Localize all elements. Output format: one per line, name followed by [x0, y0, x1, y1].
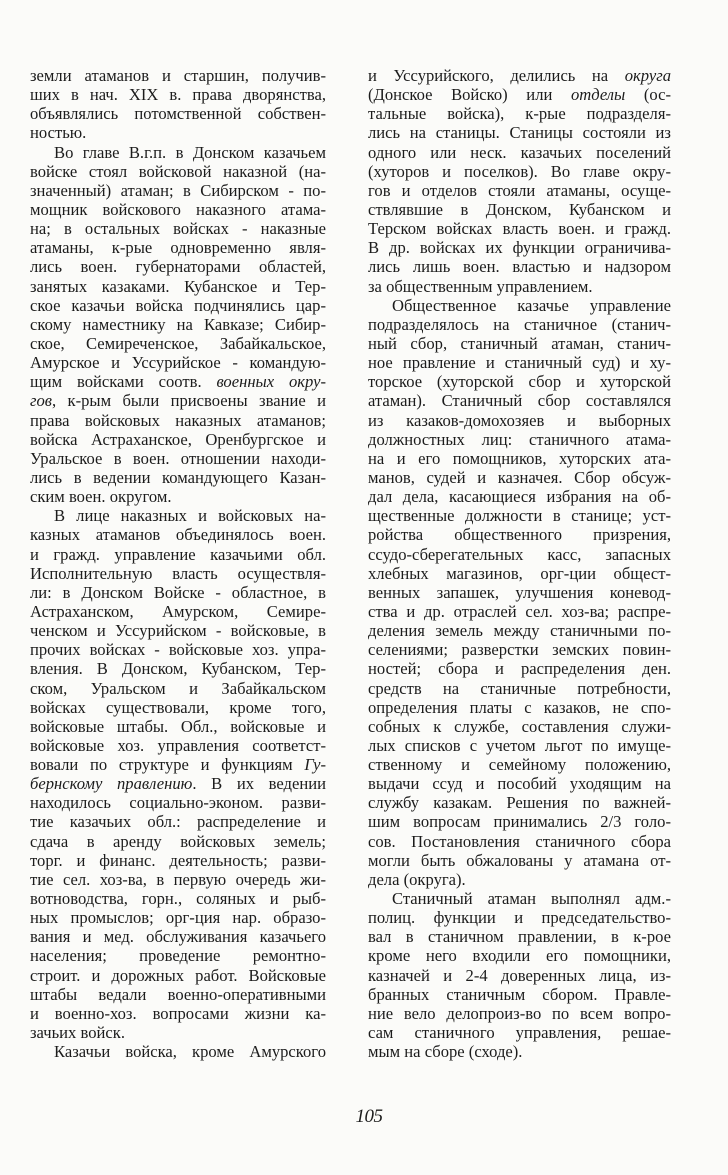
text-run: средств на станичные потребности,: [368, 678, 671, 698]
text-run: селениями; разверстки земских повин-: [368, 640, 671, 660]
text-line: [30, 430, 326, 449]
text-line: [30, 353, 326, 372]
text-run: В др. войсках их функции ограничива-: [368, 238, 671, 258]
text-run: вал в станичном правлении, в к-рое: [368, 927, 671, 947]
text-line: [368, 870, 671, 889]
text-line: [368, 679, 671, 698]
text-run: (ос-: [625, 85, 671, 105]
text-line: [30, 1023, 326, 1042]
text-line: [368, 1023, 671, 1042]
text-run: торг. и финанс. деятельность; разви-: [30, 850, 326, 870]
text-line: [368, 736, 671, 755]
text-line: [30, 66, 326, 85]
text-run: манов, судей и казначея. Сбор обсуж-: [368, 467, 671, 487]
text-line: [30, 277, 326, 296]
text-run: и гражд. управление казачьими обл.: [30, 544, 326, 564]
text-line: [368, 564, 671, 583]
text-line: [368, 755, 671, 774]
text-line: [368, 717, 671, 736]
text-run: мым на сборе (сходе).: [368, 1042, 523, 1062]
text-line: [30, 257, 326, 276]
text-run: щественные должности в станице; уст-: [368, 506, 671, 526]
text-run: права войсковых наказных атаманов;: [30, 410, 326, 430]
text-run: сов. Постановления станичного сбора: [368, 831, 671, 851]
text-line: [368, 162, 671, 181]
italic-term: гов: [30, 391, 52, 411]
text-line: [30, 181, 326, 200]
text-line: [368, 104, 671, 123]
text-line: [368, 583, 671, 602]
text-run: войсках существовали, кроме того,: [30, 697, 326, 717]
text-run: скому наместнику на Кавказе; Сибир-: [30, 314, 326, 334]
text-line: [30, 143, 326, 162]
text-line: [368, 123, 671, 142]
text-line: [30, 525, 326, 544]
italic-term: отделы: [570, 85, 626, 105]
text-line: [30, 774, 326, 793]
text-run: земли атаманов и старшин, получив-: [30, 66, 326, 85]
text-line: [30, 296, 326, 315]
text-run: лись лишь воен. властью и надзором: [368, 257, 671, 277]
text-line: [30, 793, 326, 812]
italic-term: военных окру-: [216, 372, 327, 392]
text-line: [368, 372, 671, 391]
text-run: (хуторов и поселков). Во главе окру-: [368, 161, 671, 181]
text-run: занятых казаками. Кубанское и Тер-: [30, 276, 326, 296]
text-run: штабы ведали военно-оперативными: [30, 984, 326, 1004]
text-run: атаманы, к-рые одновременно явля-: [30, 238, 326, 258]
text-line: [368, 296, 671, 315]
text-line: [30, 717, 326, 736]
text-run: войске стоял войсковой наказной (на-: [30, 161, 326, 181]
text-line: [368, 487, 671, 506]
text-run: гов и отделов стояли атаманы, осуще-: [368, 180, 671, 200]
text-run: сам станичного управления, решае-: [368, 1023, 671, 1043]
text-run: атаман). Станичный сбор составлялся: [368, 391, 671, 411]
text-line: [30, 123, 326, 142]
text-run: ных промыслов; орг-ция нар. образо-: [30, 908, 326, 928]
text-run: находилось социально-эконом. разви-: [30, 793, 326, 813]
text-run: Во главе В.г.п. в Донском казачьем: [54, 142, 326, 162]
text-run: на; в остальных войсках - наказные: [30, 219, 326, 239]
text-run: Исполнительную власть осуществля-: [30, 563, 326, 583]
text-line: [368, 181, 671, 200]
text-run: прочих войсках - войсковые хоз. упра-: [30, 640, 326, 660]
text-run: строит. и дорожных работ. Войсковые: [30, 965, 326, 985]
text-line: [30, 621, 326, 640]
text-line: [368, 985, 671, 1004]
text-run: ское казачьи войска подчинялись цар-: [30, 295, 326, 315]
text-run: ших в нач. XIX в. права дворянства,: [30, 85, 326, 105]
text-run: дела (округа).: [368, 869, 466, 889]
text-run: войска Астраханское, Оренбургское и: [30, 429, 326, 449]
text-run: . В их ведении: [192, 774, 326, 794]
text-line: [368, 143, 671, 162]
text-line: [30, 104, 326, 123]
text-run: ском, Уральском и Забайкальском: [30, 678, 326, 698]
text-line: [30, 985, 326, 1004]
text-line: [368, 851, 671, 870]
text-run: тальные войска), к-рые подразделя-: [368, 104, 671, 124]
italic-term: округа: [624, 66, 671, 85]
text-line: [368, 334, 671, 353]
text-line: [30, 200, 326, 219]
text-run: мощник войскового наказного атама-: [30, 199, 326, 219]
text-line: [30, 583, 326, 602]
text-run: шим вопросам принимались 2/3 голо-: [368, 812, 671, 832]
text-run: на и его помощников, хуторских ата-: [368, 448, 671, 468]
text-line: [30, 85, 326, 104]
text-line: [368, 391, 671, 410]
left-text-column: [30, 66, 326, 1061]
text-run: Казачьи войска, кроме Амурского: [54, 1042, 326, 1062]
text-line: [30, 602, 326, 621]
text-run: ройства общественного призрения,: [368, 525, 671, 545]
text-line: [30, 238, 326, 257]
text-line: [368, 698, 671, 717]
text-line: [368, 946, 671, 965]
text-line: [368, 1042, 671, 1061]
text-line: [30, 698, 326, 717]
text-run: ства и др. отраслей сел. хоз-ва; распре-: [368, 601, 671, 621]
text-line: [30, 736, 326, 755]
text-line: [30, 851, 326, 870]
text-run: вотноводства, горн., соляных и рыб-: [30, 889, 326, 909]
text-run: торское (хуторской сбор и хуторской: [368, 372, 671, 392]
text-line: [368, 908, 671, 927]
text-run: ностей; сбора и распределения ден.: [368, 659, 671, 679]
text-run: и Уссурийского, делились на: [368, 66, 625, 85]
text-line: [30, 487, 326, 506]
text-line: [368, 621, 671, 640]
text-line: [368, 545, 671, 564]
text-run: вления. В Донском, Кубанском, Тер-: [30, 659, 326, 679]
page-number: 105: [355, 1106, 383, 1127]
right-text-column: [368, 66, 671, 1061]
text-line: [368, 793, 671, 812]
text-run: ное правление и станичный суд) и ху-: [368, 353, 671, 373]
text-run: лых списков с учетом льгот по имуще-: [368, 735, 671, 755]
text-run: вания и мед. обслуживания казачьего: [30, 927, 326, 947]
text-run: Уральское в воен. отношении находи-: [30, 448, 326, 468]
text-run: ли: в Донском Войске - областное, в: [30, 582, 326, 602]
text-run: ченском и Уссурийском - войсковые, в: [30, 621, 326, 641]
text-line: [30, 372, 326, 391]
text-line: [30, 315, 326, 334]
text-run: ственному и семейному положению,: [368, 755, 671, 775]
text-run: собных к службе, составления служи-: [368, 716, 671, 736]
text-line: [30, 449, 326, 468]
text-line: [30, 832, 326, 851]
text-run: Станичный атаман выполнял адм.-: [392, 889, 671, 909]
text-run: Амурское и Уссурийское - командую-: [30, 353, 326, 373]
text-run: кроме него входили его помощники,: [368, 946, 671, 966]
text-line: [30, 411, 326, 430]
text-line: [30, 468, 326, 487]
text-line: [368, 602, 671, 621]
text-line: [30, 1042, 326, 1061]
text-run: одного или неск. казачьих поселений: [368, 142, 671, 162]
text-run: лись на станицы. Станицы состояли из: [368, 123, 671, 143]
text-run: Астраханском, Амурском, Семире-: [30, 601, 326, 621]
text-line: [30, 391, 326, 410]
text-run: определения платы с казаков, не спо-: [368, 697, 671, 717]
text-line: [368, 659, 671, 678]
text-run: В лице наказных и войсковых на-: [54, 506, 326, 526]
text-line: [30, 545, 326, 564]
text-line: [30, 564, 326, 583]
text-line: [30, 755, 326, 774]
text-run: дал дела, касающиеся избрания на об-: [368, 487, 671, 507]
text-line: [30, 889, 326, 908]
text-run: Общественное казачье управление: [392, 295, 671, 315]
text-line: [368, 430, 671, 449]
text-run: казначей и 2-4 доверенных лица, из-: [368, 965, 671, 985]
text-line: [368, 315, 671, 334]
text-run: , к-рым были присвоены звание и: [51, 391, 326, 411]
text-line: [368, 468, 671, 487]
text-line: [368, 966, 671, 985]
text-run: подразделялось на станичное (станич-: [368, 314, 671, 334]
text-line: [368, 832, 671, 851]
text-line: [30, 870, 326, 889]
text-run: лись в ведении командующего Казан-: [30, 467, 326, 487]
text-line: [30, 908, 326, 927]
text-run: вовали по структуре и функциям: [30, 755, 305, 775]
text-run: тие казачьих обл.: распределение и: [30, 812, 326, 832]
text-run: зачьих войск.: [30, 1023, 125, 1043]
text-line: [30, 679, 326, 698]
text-line: [368, 411, 671, 430]
text-line: [368, 449, 671, 468]
text-run: ние вело делопроиз-во по всем вопро-: [368, 1003, 671, 1023]
text-run: деления земель между станичными по-: [368, 621, 671, 641]
text-run: Терском войсках власть воен. и гражд.: [368, 219, 671, 239]
text-line: [368, 238, 671, 257]
text-line: [368, 640, 671, 659]
text-line: [30, 966, 326, 985]
text-run: ный сбор, станичный атаман, станич-: [368, 333, 671, 353]
text-run: тие сел. хоз-ва, в первую очередь жи-: [30, 869, 326, 889]
text-run: за общественным управлением.: [368, 276, 593, 296]
text-run: щим войсками соотв.: [30, 372, 217, 392]
text-line: [368, 889, 671, 908]
text-line: [368, 85, 671, 104]
text-line: [368, 277, 671, 296]
text-line: [30, 946, 326, 965]
text-run: бранных станичным сбором. Правле-: [368, 984, 671, 1004]
text-line: [368, 812, 671, 831]
text-line: [368, 219, 671, 238]
text-line: [368, 1004, 671, 1023]
text-run: казных атаманов объединялось воен.: [30, 525, 326, 545]
text-run: венных запашек, улучшения коневод-: [368, 582, 671, 602]
text-run: войсковые штабы. Обл., войсковые и: [30, 716, 326, 736]
text-run: могли быть обжалованы у атамана от-: [368, 850, 671, 870]
text-run: ссудо-сберегательных касс, запасных: [368, 544, 671, 564]
text-line: [368, 506, 671, 525]
text-line: [30, 506, 326, 525]
text-line: [368, 353, 671, 372]
text-line: [368, 66, 671, 85]
text-line: [30, 334, 326, 353]
text-run: хлебных магазинов, орг-ции общест-: [368, 563, 671, 583]
text-line: [368, 257, 671, 276]
text-run: и военно-хоз. вопросами жизни ка-: [30, 1003, 326, 1023]
text-line: [30, 659, 326, 678]
text-run: из казаков-домохозяев и выборных: [368, 410, 671, 430]
text-run: должностных лиц: станичного атама-: [368, 429, 671, 449]
text-line: [30, 1004, 326, 1023]
text-run: (Донское Войско) или: [368, 85, 571, 105]
italic-term: бернскому правлению: [30, 774, 193, 794]
text-line: [30, 927, 326, 946]
text-run: войсковые хоз. управления соответст-: [30, 735, 326, 755]
text-run: ским воен. округом.: [30, 487, 172, 507]
text-line: [368, 774, 671, 793]
text-line: [368, 200, 671, 219]
text-run: полиц. функции и председательство-: [368, 908, 671, 928]
text-line: [368, 525, 671, 544]
text-line: [30, 219, 326, 238]
text-line: [30, 162, 326, 181]
text-run: населения; проведение ремонтно-: [30, 946, 326, 966]
text-run: выдачи ссуд и пособий уходящим на: [368, 774, 671, 794]
text-run: ствлявшие в Донском, Кубанском и: [368, 199, 671, 219]
text-run: службу казакам. Решения по важней-: [368, 793, 671, 813]
text-run: значенный) атаман; в Сибирском - по-: [30, 180, 326, 200]
text-line: [368, 927, 671, 946]
text-line: [30, 640, 326, 659]
text-run: лись воен. губернаторами областей,: [30, 257, 326, 277]
text-run: ностью.: [30, 123, 87, 143]
text-run: объявлялись потомственной собствен-: [30, 104, 326, 124]
text-run: сдача в аренду войсковых земель;: [30, 831, 326, 851]
text-line: [30, 812, 326, 831]
text-run: ское, Семиреченское, Забайкальское,: [30, 333, 326, 353]
italic-term: Гу-: [304, 755, 326, 775]
